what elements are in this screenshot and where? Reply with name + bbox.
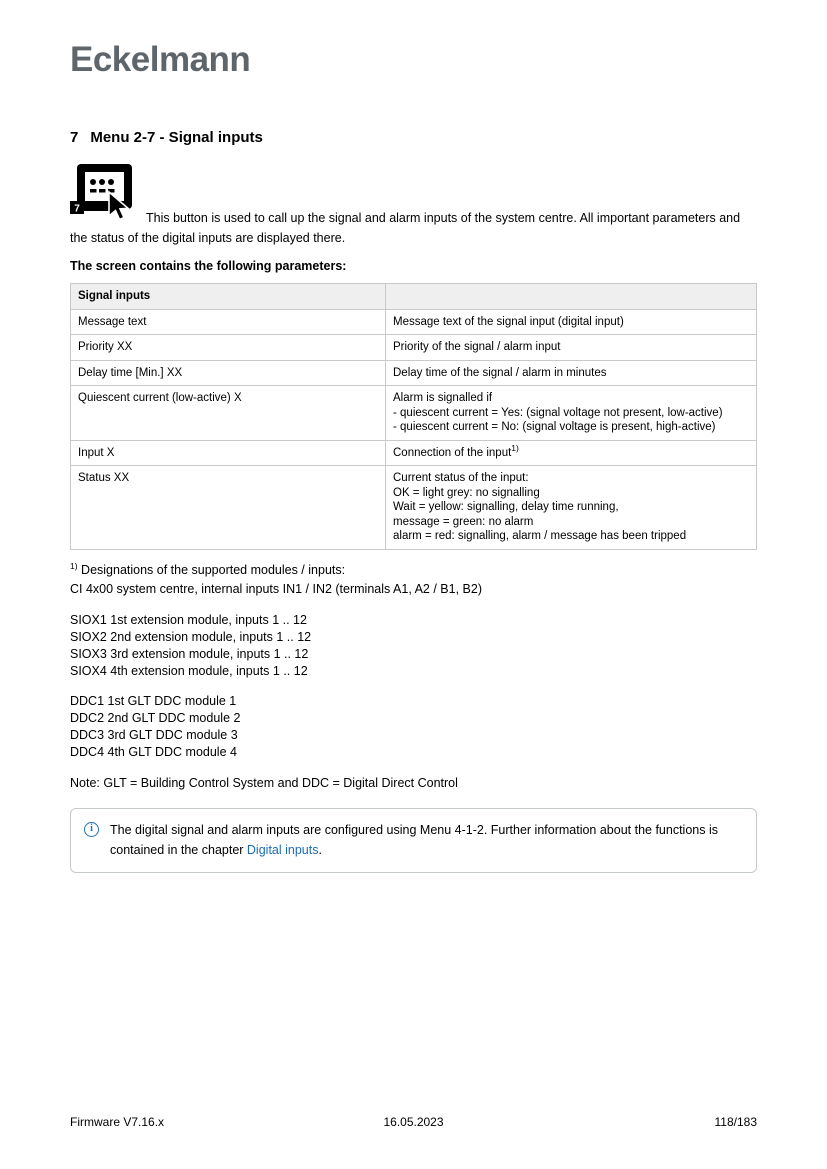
table-header-cell-empty (386, 284, 757, 310)
param-cell: Priority XX (71, 335, 386, 361)
table-header-row (71, 284, 757, 310)
eckelmann-logo: Eckelmann (70, 40, 251, 79)
footer-firmware-version: Firmware V7.16.x (70, 1115, 165, 1129)
section-number: 7 (70, 129, 79, 146)
glossary-note: Note: GLT = Building Control System and DDC = Digital Direct Control (70, 775, 458, 790)
list-item: DDC4 4th GLT DDC module 4 (70, 744, 237, 759)
footer-date: 16.05.2023 (383, 1115, 444, 1129)
param-cell: Quiescent current (low-active) X (71, 386, 386, 441)
info-note-box (70, 808, 757, 873)
parameters-lead-text: The screen contains the following parameters: (70, 259, 347, 273)
footnote-line: CI 4x00 system centre, internal inputs IN1 / IN2 (terminals A1, A2 / B1, B2) (70, 581, 482, 596)
table-row (71, 466, 757, 550)
desc-cell: Alarm is signalled if - quiescent current = Yes: (signal voltage not present, low-active) - quiescent current = No: (signal voltage is present, high-active) (386, 386, 757, 441)
desc-cell: Connection of the input$^{1)}$ (386, 440, 757, 466)
footnote-marker: 1) (70, 560, 78, 571)
page-title (70, 128, 757, 147)
table-row (71, 360, 757, 386)
param-cell: Input X (71, 440, 386, 466)
footnote-line: $^{1)}$ Designations of the supported modules / inputs: (70, 560, 346, 577)
footer-page-number: 118/183 (714, 1115, 757, 1129)
desc-cell: Priority of the signal / alarm input (386, 335, 757, 361)
desc-cell: Current status of the input: OK = light grey: no signalling Wait = yellow: signalling, delay time running, message = green: no alarm alarm = red: signalling, alarm / message has been tripped (386, 466, 757, 550)
param-cell: Status XX (71, 466, 386, 550)
desc-cell: Delay time of the signal / alarm in minutes (386, 360, 757, 386)
table-row (71, 309, 757, 335)
param-cell: Delay time [Min.] XX (71, 360, 386, 386)
param-cell: Message text (71, 309, 386, 335)
section-title: Menu 2-7 - Signal inputs (90, 129, 263, 146)
intro-block (70, 164, 757, 248)
desc-cell: Message text of the signal input (digital input) (386, 309, 757, 335)
table-row (71, 386, 757, 441)
list-item: DDC2 2nd GLT DDC module 2 (70, 710, 241, 725)
list-item: DDC1 1st GLT DDC module 1 (70, 693, 237, 708)
info-icon: i (84, 822, 99, 837)
siox-module-list (70, 612, 757, 680)
list-item: DDC3 3rd GLT DDC module 3 (70, 727, 238, 742)
table-row (71, 440, 757, 466)
list-item: SIOX1 1st extension module, inputs 1 .. 12 (70, 612, 307, 627)
ddc-module-list (70, 693, 757, 761)
signal-inputs-menu-button-icon (70, 164, 136, 222)
list-item: SIOX2 2nd extension module, inputs 1 .. 12 (70, 629, 312, 644)
svg-text:7: 7 (74, 203, 80, 215)
footnote-block (70, 561, 757, 599)
table-header-cell: Signal inputs (71, 284, 386, 310)
digital-inputs-link[interactable]: Digital inputs (246, 842, 319, 857)
parameters-table (70, 283, 757, 550)
info-note-text: The digital signal and alarm inputs are configured using Menu 4-1-2. Further information about the functions is contained in the chapter Digital inputs. (110, 822, 718, 857)
intro-text: This button is used to call up the signal and alarm inputs of the system centre. All important parameters and the status of the digital inputs are displayed there. (70, 211, 741, 245)
table-row (71, 335, 757, 361)
list-item: SIOX4 4th extension module, inputs 1 .. 12 (70, 663, 308, 678)
footnote-marker: 1) (511, 442, 519, 453)
page-footer (70, 1115, 757, 1129)
list-item: SIOX3 3rd extension module, inputs 1 .. 12 (70, 646, 309, 661)
